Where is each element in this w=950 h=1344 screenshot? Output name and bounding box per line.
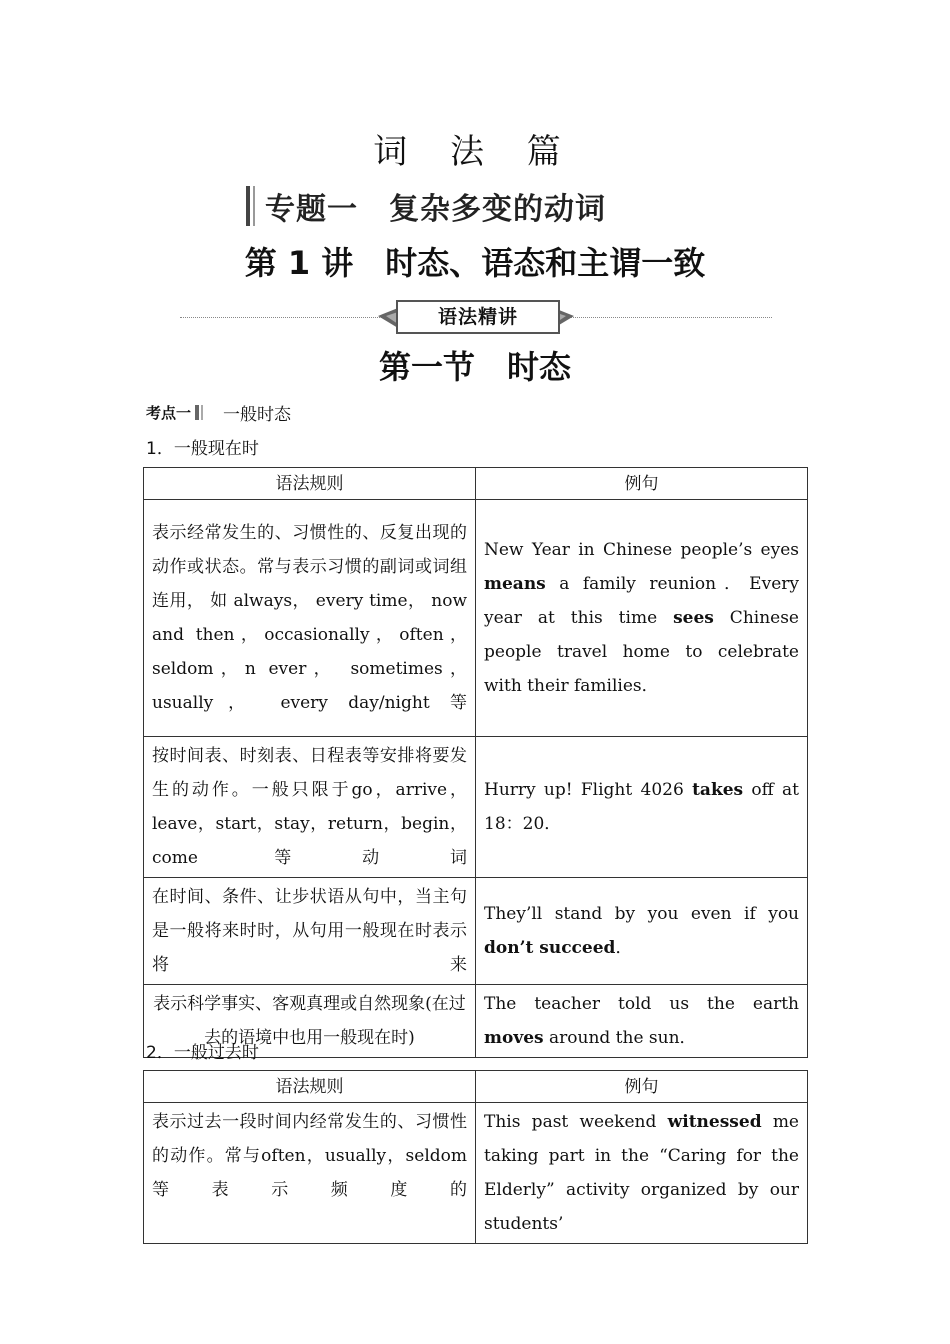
col-header-rule: 语法规则 xyxy=(144,468,476,500)
banner-divider-left xyxy=(180,317,390,318)
example-verb: don’t succeed xyxy=(484,938,616,958)
example-cell xyxy=(476,1103,808,1244)
rule-cell: 按时间表、时刻表、日程表等安排将要发生的动作。一般只限于go，arrive，leave，start，stay，return，begin，come 等动词 xyxy=(144,737,476,878)
example-text: New Year in Chinese people’s eyes xyxy=(484,540,799,560)
example-verb: witnessed xyxy=(667,1112,762,1132)
table-row xyxy=(144,1103,808,1244)
rule-cell: 在时间、条件、让步状语从句中，当主句是一般将来时时，从句用一般现在时表示将来 xyxy=(144,878,476,985)
example-verb: means xyxy=(484,574,546,594)
example-cell xyxy=(476,500,808,737)
example-text: ． xyxy=(615,938,633,958)
table-row xyxy=(144,878,808,985)
section-title: 第一节 时态 xyxy=(378,348,571,386)
example-cell xyxy=(476,737,808,878)
example-cell xyxy=(476,878,808,985)
lecture-title: 第 1 讲 时态、语态和主谓一致 xyxy=(244,244,706,282)
example-text: a family reunion．Every year at this time xyxy=(484,574,799,628)
banner-divider-right xyxy=(562,317,772,318)
point-title: 一般时态 xyxy=(223,405,292,425)
example-text: This past weekend xyxy=(484,1112,668,1132)
rule-cell: 表示经常发生的、习惯性的、反复出现的动作或状态。常与表示习惯的副词或词组连用， 如 always， every time， now and then，occasionally，often，seldom，n ever， sometimes， usually， every day/night 等 xyxy=(144,500,476,737)
example-text: Chinese people travel home to celebrate with their families． xyxy=(484,608,799,696)
table1 xyxy=(143,467,808,1058)
col-header-rule: 语法规则 xyxy=(144,1071,476,1103)
point-heading xyxy=(146,400,291,425)
col-header-example: 例句 xyxy=(476,468,808,500)
col-header-example: 例句 xyxy=(476,1071,808,1103)
table1-heading: 1．一般现在时 xyxy=(146,439,259,459)
example-text: me taking part in the “Caring for the Elderly” activity organized by our students’ xyxy=(484,1112,799,1234)
example-text: around the sun． xyxy=(543,1028,697,1048)
example-text: off at 18：20． xyxy=(484,780,799,834)
topic-heading xyxy=(246,184,606,228)
table-row xyxy=(144,737,808,878)
example-verb: takes xyxy=(692,780,744,800)
example-text: They’ll stand by you even if you xyxy=(484,904,799,924)
table-row xyxy=(144,500,808,737)
point-marker-icon xyxy=(195,405,199,420)
banner-label: 语法精讲 xyxy=(396,300,560,334)
table-header-row xyxy=(144,468,808,500)
point-marker-thin-icon xyxy=(201,405,203,420)
table2-heading: 2．一般过去时 xyxy=(146,1043,259,1063)
topic-marker-icon xyxy=(246,186,250,226)
example-verb: moves xyxy=(484,1028,544,1048)
rule-cell: 表示科学事实、客观真理或自然现象(在过去的语境中也用一般现在时) xyxy=(144,985,476,1058)
table-header-row xyxy=(144,1071,808,1103)
example-text: Hurry up! Flight 4026 xyxy=(484,780,693,800)
example-text: The teacher told us the earth xyxy=(484,994,799,1014)
rule-cell: 表示过去一段时间内经常发生的、习惯性的动作。常与often，usually，seldom 等表示频度的 xyxy=(144,1103,476,1244)
banner xyxy=(378,300,574,332)
example-cell xyxy=(476,985,808,1058)
example-verb: sees xyxy=(673,608,714,628)
topic-title: 专题一 复杂多变的动词 xyxy=(265,192,606,227)
topic-marker-thin-icon xyxy=(253,186,255,226)
table2 xyxy=(143,1070,808,1244)
book-title: 词 法 篇 xyxy=(373,132,577,172)
point-label: 考点一 xyxy=(146,404,192,422)
